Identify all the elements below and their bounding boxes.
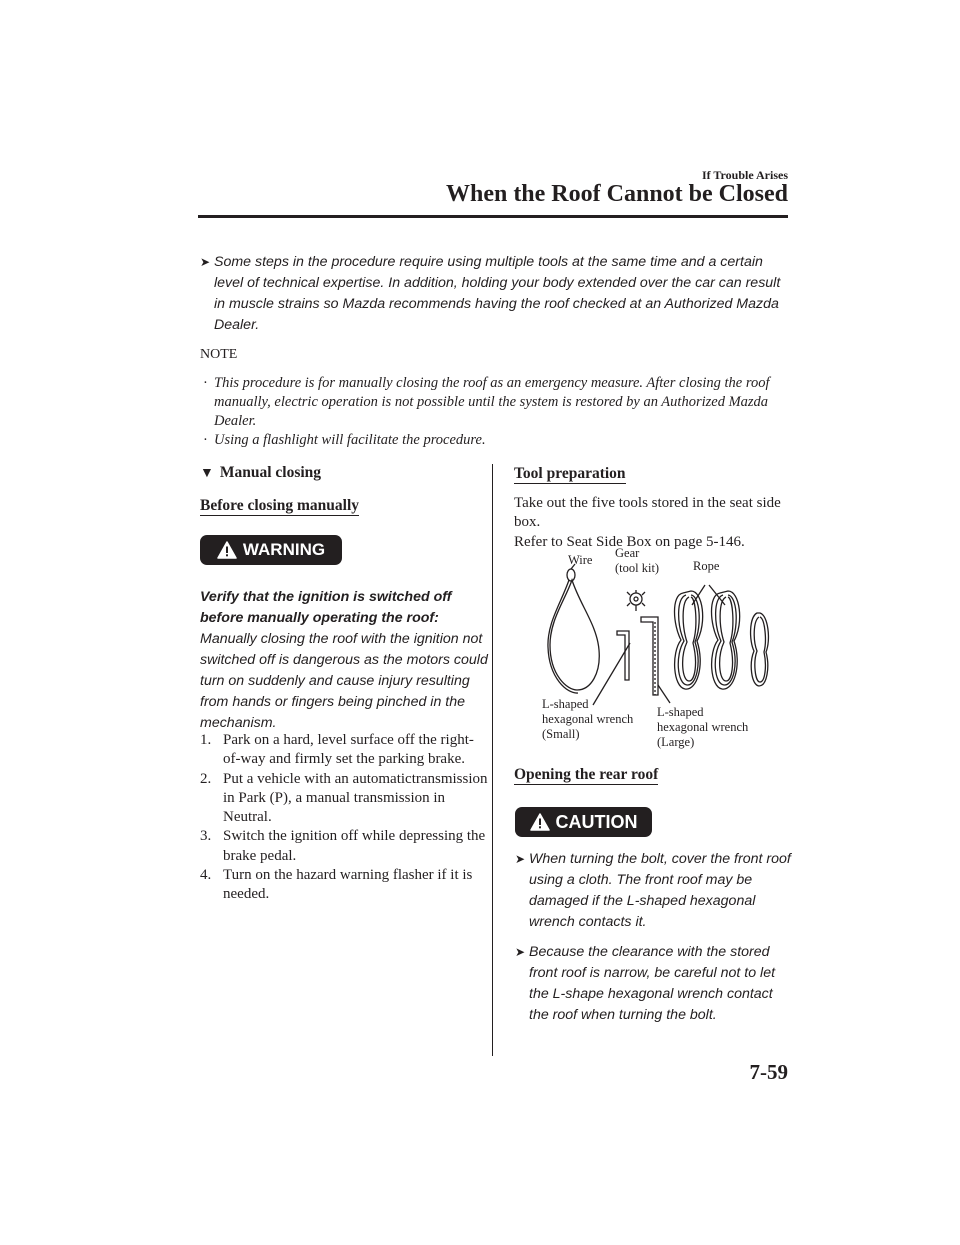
- before-closing-heading: Before closing manually: [200, 497, 360, 514]
- caution-item: [515, 849, 795, 933]
- note-heading: NOTE: [200, 347, 238, 362]
- manual-closing-heading: [200, 464, 321, 482]
- caution-item-text: Some steps in the procedure require using multiple tools at the same time and a certain level of technical expertise. In addition, holding your body extended over the car can result in muscle strains so Mazda recommends having the roof checked at an Authorized Mazda Dealer.: [214, 254, 781, 333]
- warning-label: WARNING: [242, 540, 326, 559]
- gear-label-line-2: (tool kit): [615, 561, 660, 575]
- manual-closing-heading-text: Manual closing: [219, 464, 322, 481]
- step-item: [200, 731, 490, 770]
- header-rule: [198, 215, 788, 218]
- tool-preparation-text: [514, 494, 789, 552]
- large-hex-wrench-icon: [641, 617, 658, 695]
- tool-preparation-text-1: Take out the five tools stored in the seat side box.: [514, 495, 781, 531]
- step-text: Put a vehicle with an automatictransmission in Park (P), a manual transmission in Neutral.: [223, 770, 488, 826]
- note-item-text: This procedure is for manually closing the roof as an emergency measure. After closing the roof manually, electric operation is not possible until the system is restored by an Authorized Mazda Dealer.: [214, 375, 770, 429]
- note-list: [200, 374, 780, 450]
- step-number: 1.: [200, 732, 212, 748]
- large-wrench-label-line-2: hexagonal wrench: [657, 720, 749, 734]
- step-text: Switch the ignition off while depressing the brake pedal.: [223, 828, 486, 864]
- rope-icon: [675, 591, 769, 689]
- step-number: 4.: [200, 867, 212, 884]
- rope-label: Rope: [693, 559, 720, 573]
- wire-icon: [548, 569, 599, 693]
- tool-preparation-heading: Tool preparation: [514, 465, 626, 482]
- steps-list: [200, 731, 490, 905]
- warning-triangle-icon: [530, 813, 550, 831]
- large-wrench-label-line-3: (Large): [657, 735, 695, 749]
- caution-item-text: Because the clearance with the stored front roof is narrow, be careful not to let the L-shape hexagonal wrench contact the roof when turning the bolt.: [529, 944, 776, 1023]
- gear-label-line-1: Gear: [615, 546, 640, 560]
- step-item: [200, 827, 490, 866]
- step-item: [200, 770, 490, 828]
- warning-bold-text: Verify that the ignition is switched off before manually operating the roof:: [200, 589, 452, 626]
- caution-label: CAUTION: [555, 811, 638, 832]
- step-text: Park on a hard, level surface off the right-of-way and firmly set the parking brake.: [223, 732, 474, 768]
- note-item-text: Using a flashlight will facilitate the procedure.: [214, 432, 486, 448]
- top-caution-list: [200, 252, 790, 336]
- tools-figure: [505, 545, 785, 755]
- step-text: Turn on the hazard warning flasher if it is needed.: [223, 867, 473, 903]
- triangle-marker-icon: ▼: [200, 466, 214, 481]
- note-item: [200, 374, 780, 431]
- bullet-dot-icon: ·: [203, 375, 208, 391]
- section-label: If Trouble Arises: [701, 168, 788, 182]
- small-wrench-label-line-3: (Small): [542, 727, 580, 741]
- opening-rear-roof-heading: Opening the rear roof: [514, 766, 659, 783]
- warning-label-box: [200, 535, 342, 565]
- wire-label: Wire: [568, 553, 593, 567]
- note-item: [200, 431, 780, 450]
- arrow-bullet-icon: ➤: [200, 255, 211, 269]
- rear-caution-list: [515, 849, 795, 1035]
- bullet-dot-icon: ·: [203, 432, 208, 448]
- small-wrench-label-line-2: hexagonal wrench: [542, 712, 634, 726]
- caution-label-box: [515, 807, 652, 837]
- column-divider: [492, 464, 493, 1056]
- gear-icon: [627, 590, 645, 611]
- page-number: 7-59: [749, 1060, 788, 1084]
- large-wrench-label-line-1: L-shaped: [657, 705, 704, 719]
- small-wrench-label-line-1: L-shaped: [542, 697, 589, 711]
- step-number: 2.: [200, 770, 212, 787]
- step-item: [200, 866, 490, 905]
- tool-preparation-text-2: Refer to Seat Side Box on page 5-146.: [514, 533, 745, 550]
- caution-item: [515, 942, 795, 1026]
- caution-item: [200, 252, 790, 336]
- warning-text: [200, 587, 490, 734]
- caution-item-text: When turning the bolt, cover the front roof using a cloth. The front roof may be damaged if the L-shaped hexagonal wrench contacts it.: [529, 851, 791, 930]
- arrow-bullet-icon: ➤: [515, 945, 526, 959]
- arrow-bullet-icon: ➤: [515, 852, 526, 866]
- warning-body-text: Manually closing the roof with the ignition not switched off is dangerous as the motors could turn on suddenly and cause injury resulting from hands or fingers being pinched in the mechanism.: [200, 631, 488, 731]
- step-number: 3.: [200, 828, 212, 845]
- page-title: When the Roof Cannot be Closed: [445, 181, 788, 207]
- warning-triangle-icon: [217, 541, 237, 559]
